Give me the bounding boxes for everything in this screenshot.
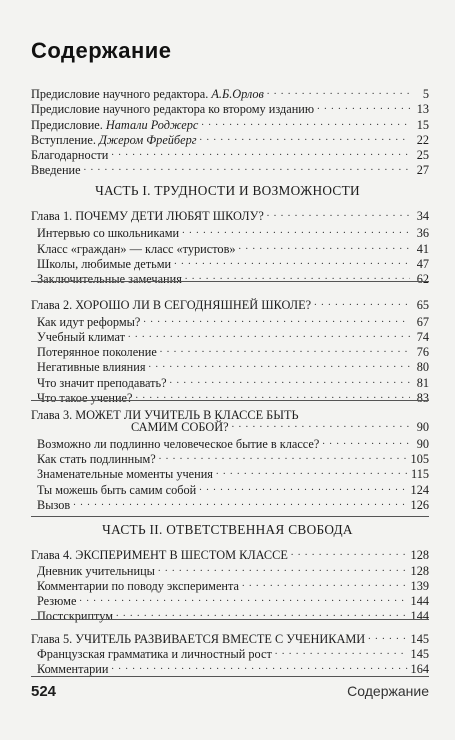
page-ref: 128	[410, 564, 429, 578]
toc-entry	[31, 161, 429, 178]
toc-entry-title: Что такое учение?	[37, 391, 133, 405]
toc-entry-title	[31, 163, 81, 178]
page-ref: 105	[410, 452, 429, 466]
dot-leader	[200, 129, 410, 145]
toc-entry-title: Учебный климат	[37, 330, 126, 344]
dot-leader	[111, 658, 407, 674]
page-ref: 34	[416, 209, 429, 223]
dot-leader	[128, 326, 410, 342]
dot-leader	[267, 83, 410, 99]
toc-entry-title: Как стать подлинным?	[37, 452, 156, 466]
toc-entry	[37, 270, 429, 287]
entry-author: Джером Фрейберг	[98, 133, 197, 147]
page-ref: 76	[416, 345, 429, 359]
dot-leader	[111, 144, 410, 160]
divider	[31, 676, 429, 677]
part-1-title: ЧАСТЬ I. ТРУДНОСТИ И ВОЗМОЖНОСТИ	[95, 183, 360, 198]
toc-entry-title: Постскриптум	[37, 609, 114, 623]
page-ref: 90	[416, 420, 429, 434]
dot-leader	[149, 356, 411, 372]
divider	[31, 619, 429, 620]
dot-leader	[182, 222, 410, 238]
page-ref: 62	[416, 272, 429, 286]
toc-entry-title: Французская грамматика и личностный рост	[37, 647, 272, 661]
page-ref: 22	[416, 133, 429, 147]
dot-leader	[159, 448, 408, 464]
dot-leader	[201, 114, 410, 130]
entry-label: Благодарности	[31, 148, 109, 162]
dot-leader	[73, 494, 407, 510]
toc-entry-title: Комментарии по поводу эксперимента	[37, 579, 239, 593]
page-ref: 126	[410, 498, 429, 512]
page-ref: 13	[416, 102, 429, 116]
toc-entry-title: САМИМ СОБОЙ?	[131, 420, 229, 434]
entry-label: Вступление.	[31, 133, 99, 147]
page-ref: 5	[422, 87, 429, 101]
part-2-title: ЧАСТЬ II. ОТВЕТСТВЕННАЯ СВОБОДА	[102, 522, 353, 537]
dot-leader	[160, 341, 410, 357]
toc-entry-title: Глава 4. ЭКСПЕРИМЕНТ В ШЕСТОМ КЛАССЕ	[31, 548, 288, 562]
toc-entry-title: Вызов	[37, 498, 71, 512]
dot-leader	[291, 544, 408, 560]
page-ref: 90	[416, 437, 429, 451]
divider	[31, 400, 429, 401]
toc-entry-title: Класс «граждан» — класс «туристов»	[37, 242, 236, 256]
toc-entry-title: Негативные влияния	[37, 360, 146, 374]
toc-entry	[37, 496, 429, 513]
entry-label: Предисловие научного редактора ко второму изданию	[31, 102, 315, 116]
toc-entry-title: Как идут реформы?	[37, 315, 141, 329]
dot-leader	[317, 98, 410, 114]
page-ref: 36	[416, 226, 429, 240]
toc-entry-title: Школы, любимые детьми	[37, 257, 172, 271]
page-ref: 15	[416, 118, 429, 132]
toc-entry-title: Знаменательные моменты учения	[37, 467, 213, 481]
dot-leader	[368, 628, 407, 644]
entry-author: А.Б.Орлов	[211, 87, 264, 101]
toc-entry-title: Комментарии	[37, 662, 109, 676]
page-ref: 124	[410, 483, 429, 497]
toc-entry	[37, 389, 429, 406]
toc-entry-title: Глава 5. УЧИТЕЛЬ РАЗВИВАЕТСЯ ВМЕСТЕ С УЧЕНИКАМИ	[31, 632, 366, 646]
running-title: Содержание	[347, 683, 429, 699]
toc-entry	[37, 660, 429, 677]
entry-label: Введение	[31, 163, 81, 177]
page-ref: 81	[416, 376, 429, 390]
page-ref: 41	[416, 242, 429, 256]
entry-label: Предисловие.	[31, 118, 106, 132]
dot-leader	[239, 238, 410, 254]
dot-leader	[143, 311, 410, 327]
dot-leader	[275, 643, 408, 659]
toc-entry-title: Дневник учительницы	[37, 564, 155, 578]
chapter-heading: Глава 3. МОЖЕТ ЛИ УЧИТЕЛЬ В КЛАССЕ БЫТЬ	[31, 408, 299, 422]
toc-entry-title: Потерянное поколение	[37, 345, 157, 359]
page-title: Содержание	[31, 38, 172, 63]
toc-entry-title: Интервью со школьниками	[37, 226, 180, 240]
page-ref: 145	[410, 632, 429, 646]
page-ref: 25	[416, 148, 429, 162]
page-ref: 164	[410, 662, 429, 676]
page-ref: 27	[416, 163, 429, 177]
toc-entry-title: Что значит преподавать?	[37, 376, 167, 390]
dot-leader	[232, 416, 410, 432]
dot-leader	[170, 372, 410, 388]
page-ref: 47	[416, 257, 429, 271]
page-number: 524	[31, 683, 57, 700]
page-ref: 128	[410, 548, 429, 562]
entry-author: Натали Роджерс	[105, 118, 199, 132]
divider	[31, 281, 429, 282]
dot-leader	[322, 433, 410, 449]
toc-entry-title: Глава 1. ПОЧЕМУ ДЕТИ ЛЮБЯТ ШКОЛУ?	[31, 209, 264, 223]
dot-leader	[79, 590, 407, 606]
dot-leader	[199, 479, 407, 495]
dot-leader	[158, 560, 408, 576]
toc-entry-title: Резюме	[37, 594, 77, 608]
dot-leader	[216, 463, 408, 479]
page-ref: 67	[416, 315, 429, 329]
entry-label: Предисловие научного редактора.	[31, 87, 212, 101]
divider	[31, 516, 429, 517]
dot-leader	[314, 294, 410, 310]
page-ref: 144	[410, 609, 429, 623]
page-ref: 139	[410, 579, 429, 593]
toc-entry-title: Ты можешь быть самим собой	[37, 483, 197, 497]
dot-leader	[84, 159, 410, 175]
page-ref: 74	[416, 330, 429, 344]
page-ref: 65	[416, 298, 429, 312]
dot-leader	[242, 575, 408, 591]
page-ref: 115	[411, 467, 429, 481]
page-ref: 83	[416, 391, 429, 405]
toc-entry	[37, 607, 429, 624]
dot-leader	[267, 205, 410, 221]
dot-leader	[174, 253, 410, 269]
toc-entry-title: Заключительные замечания	[37, 272, 182, 286]
page-ref: 144	[410, 594, 429, 608]
toc-entry-title: Глава 2. ХОРОШО ЛИ В СЕГОДНЯШНЕЙ ШКОЛЕ?	[31, 298, 312, 312]
page-ref: 145	[410, 647, 429, 661]
page-ref: 80	[416, 360, 429, 374]
toc-entry-title: Возможно ли подлинно человеческое бытие в классе?	[37, 437, 320, 451]
